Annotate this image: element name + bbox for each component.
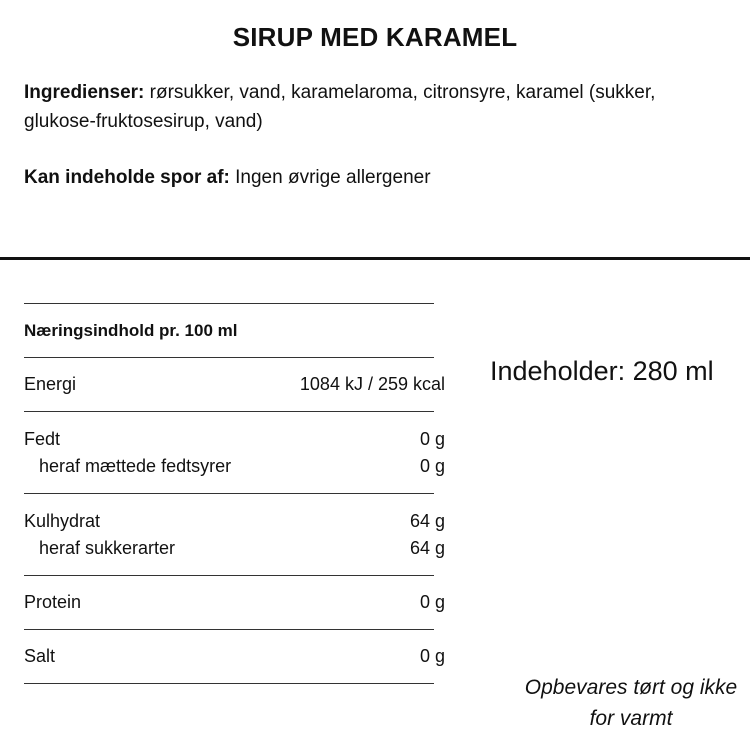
- nutrition-row-saturated-fat: [24, 453, 445, 480]
- nutrition-row-energy: [24, 358, 445, 411]
- ingredients-label: Ingredienser:: [24, 82, 145, 103]
- allergens-text: Ingen øvrige allergener: [229, 167, 431, 188]
- nutrition-row-salt: [24, 630, 445, 683]
- nutrient-label: Kulhydrat: [24, 511, 101, 531]
- nutrient-label: heraf sukkerarter: [39, 538, 176, 558]
- section-divider: [0, 257, 750, 260]
- nutrition-table: [24, 303, 445, 684]
- nutrition-row-fat: [24, 426, 445, 453]
- nutrient-value: 1084 kJ / 259 kcal: [299, 374, 445, 394]
- nutrient-value: 64 g: [409, 538, 445, 558]
- nutrition-heading: Næringsindhold pr. 100 ml: [24, 320, 238, 340]
- ingredients-paragraph: [24, 78, 724, 136]
- nutrient-value: 0 g: [419, 646, 445, 666]
- nutrition-row-protein: [24, 576, 445, 629]
- nutrition-group-fat: [24, 412, 445, 493]
- nutrient-label: Protein: [24, 592, 82, 612]
- storage-instructions: Opbevares tørt og ikke for varmt: [524, 676, 738, 730]
- nutrient-value: 0 g: [419, 429, 445, 449]
- nutrition-row-sugars: [24, 535, 445, 562]
- nutrient-label: heraf mættede fedtsyrer: [39, 456, 232, 476]
- net-contents: Indeholder: 280 ml: [490, 356, 714, 386]
- product-title: SIRUP MED KARAMEL: [232, 22, 518, 52]
- nutrient-label: Salt: [24, 646, 56, 666]
- nutrient-label: Fedt: [24, 429, 61, 449]
- table-rule: [24, 683, 434, 684]
- nutrition-row-carbohydrate: [24, 508, 445, 535]
- ingredients-text: rørsukker, vand, karamelaroma, citronsyre, karamel (sukker, glukose-fruktosesirup, vand): [24, 82, 656, 132]
- nutrient-label: Energi: [24, 374, 77, 394]
- nutrient-value: 0 g: [419, 592, 445, 612]
- nutrient-value: 0 g: [419, 456, 445, 476]
- allergens-label: Kan indeholde spor af:: [24, 167, 230, 188]
- allergens-paragraph: [24, 163, 724, 192]
- nutrient-value: 64 g: [409, 511, 445, 531]
- nutrition-group-carbs: [24, 494, 445, 575]
